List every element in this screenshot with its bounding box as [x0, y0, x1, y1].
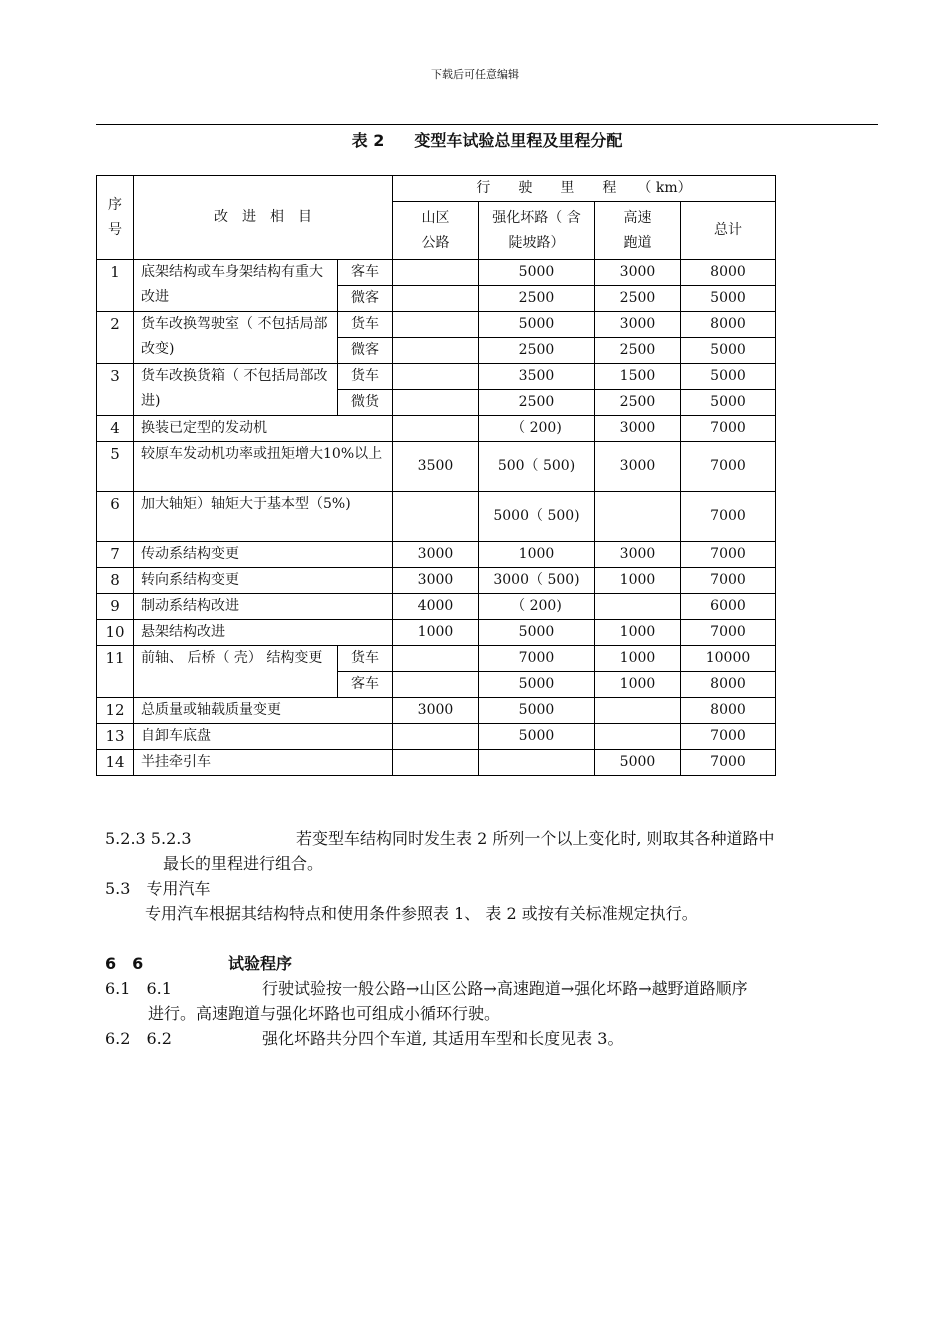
- mountain-cell: [393, 672, 479, 698]
- total-cell: 7000: [681, 620, 776, 646]
- table-title: 变型车试验总里程及里程分配: [414, 131, 623, 150]
- seq-header: 序号: [97, 176, 134, 260]
- vehicle-type-cell: 微客: [338, 338, 393, 364]
- total-cell: 7000: [681, 542, 776, 568]
- para-6-1-number: 6.1 6.1: [105, 979, 172, 998]
- highspeed-cell: 5000: [595, 750, 681, 776]
- para-6-1-line2: 进行。高速跑道与强化坏路也可组成小循环行驶。: [148, 1004, 501, 1023]
- highspeed-cell: 3000: [595, 260, 681, 286]
- vehicle-type-cell: 微货: [338, 390, 393, 416]
- mountain-cell: [393, 724, 479, 750]
- page-header: 下载后可任意编辑: [431, 68, 519, 81]
- highspeed-cell: 1000: [595, 620, 681, 646]
- enhanced-cell: 2500: [479, 286, 595, 312]
- highspeed-cell: 3000: [595, 416, 681, 442]
- total-cell: 10000: [681, 646, 776, 672]
- enhanced-cell: 5000: [479, 312, 595, 338]
- row-item: 半挂牵引车: [134, 750, 393, 776]
- table-row: [97, 416, 776, 442]
- enhanced-cell: （ 200): [479, 594, 595, 620]
- table-row: [97, 364, 776, 390]
- table-row: [97, 542, 776, 568]
- table-row: [97, 698, 776, 724]
- table-row: [97, 312, 776, 338]
- row-number: 8: [97, 568, 134, 594]
- vehicle-type-cell: 客车: [338, 260, 393, 286]
- total-cell: 7000: [681, 724, 776, 750]
- row-item: 换装已定型的发动机: [134, 416, 393, 442]
- enhanced-cell: 2500: [479, 338, 595, 364]
- highspeed-cell: [595, 698, 681, 724]
- highspeed-cell: 2500: [595, 338, 681, 364]
- table-row: [97, 568, 776, 594]
- row-number: 6: [97, 492, 134, 542]
- highspeed-track-header: 高速跑道: [595, 202, 681, 260]
- mountain-cell: 3000: [393, 698, 479, 724]
- mountain-cell: [393, 416, 479, 442]
- table-caption: [96, 128, 878, 151]
- section-6-title: 试验程序: [228, 954, 293, 973]
- row-number: 10: [97, 620, 134, 646]
- enhanced-cell: 3500: [479, 364, 595, 390]
- mountain-cell: 3000: [393, 542, 479, 568]
- para-5-2-3-line1: 若变型车结构同时发生表 2 所列一个以上变化时, 则取其各种道路中: [296, 829, 775, 848]
- mountain-cell: 3000: [393, 568, 479, 594]
- enhanced-cell: [479, 750, 595, 776]
- table-row: [97, 594, 776, 620]
- enhanced-cell: 1000: [479, 542, 595, 568]
- mileage-table: [96, 175, 776, 776]
- mountain-cell: [393, 260, 479, 286]
- total-cell: 7000: [681, 492, 776, 542]
- table-row: [97, 620, 776, 646]
- total-cell: 7000: [681, 416, 776, 442]
- mountain-road-header: 山区公路: [393, 202, 479, 260]
- vehicle-type-cell: 客车: [338, 672, 393, 698]
- highspeed-cell: 1000: [595, 568, 681, 594]
- row-item: 货车改换货箱（ 不包括局部改进): [134, 364, 338, 416]
- vehicle-type-cell: 货车: [338, 312, 393, 338]
- row-number: 9: [97, 594, 134, 620]
- row-item: 传动系结构变更: [134, 542, 393, 568]
- highspeed-cell: [595, 492, 681, 542]
- para-6-2-number: 6.2 6.2: [105, 1029, 172, 1048]
- header-rule: [96, 124, 878, 125]
- highspeed-cell: 1500: [595, 364, 681, 390]
- table-header-row: [97, 176, 776, 202]
- vehicle-type-cell: 货车: [338, 646, 393, 672]
- para-5-2-3-number: 5.2.3 5.2.3: [105, 829, 192, 848]
- row-number: 13: [97, 724, 134, 750]
- highspeed-cell: 3000: [595, 442, 681, 492]
- enhanced-cell: 7000: [479, 646, 595, 672]
- vehicle-type-cell: 货车: [338, 364, 393, 390]
- para-5-2-3-line2: 最长的里程进行组合。: [163, 854, 324, 873]
- total-cell: 7000: [681, 750, 776, 776]
- total-cell: 5000: [681, 390, 776, 416]
- total-cell: 8000: [681, 260, 776, 286]
- row-item: 转向系结构变更: [134, 568, 393, 594]
- mountain-cell: 4000: [393, 594, 479, 620]
- mileage-group-header: 行 驶 里 程 （ km）: [393, 176, 776, 202]
- mountain-cell: [393, 750, 479, 776]
- mountain-cell: [393, 364, 479, 390]
- mountain-cell: [393, 492, 479, 542]
- highspeed-cell: 2500: [595, 286, 681, 312]
- enhanced-cell: 3000（ 500): [479, 568, 595, 594]
- total-cell: 7000: [681, 568, 776, 594]
- row-item: 总质量或轴载质量变更: [134, 698, 393, 724]
- highspeed-cell: [595, 594, 681, 620]
- row-item: 较原车发动机功率或扭矩增大10%以上: [134, 442, 393, 492]
- total-cell: 5000: [681, 338, 776, 364]
- highspeed-cell: 3000: [595, 312, 681, 338]
- row-number: 14: [97, 750, 134, 776]
- row-number: 11: [97, 646, 134, 698]
- row-item: 底架结构或车身架结构有重大改进: [134, 260, 338, 312]
- table-row: [97, 492, 776, 542]
- para-6-1-line1: 行驶试验按一般公路→山区公路→高速跑道→强化坏路→越野道路顺序: [262, 979, 748, 998]
- enhanced-cell: 2500: [479, 390, 595, 416]
- table-row: [97, 646, 776, 672]
- total-cell: 5000: [681, 364, 776, 390]
- row-number: 5: [97, 442, 134, 492]
- enhanced-cell: 5000: [479, 620, 595, 646]
- item-header: 改 进 相 目: [134, 176, 393, 260]
- enhanced-cell: 5000: [479, 260, 595, 286]
- highspeed-cell: 1000: [595, 646, 681, 672]
- enhanced-cell: 5000（ 500): [479, 492, 595, 542]
- total-cell: 7000: [681, 442, 776, 492]
- total-cell: 8000: [681, 312, 776, 338]
- table-number: 表 2: [351, 131, 385, 150]
- row-number: 12: [97, 698, 134, 724]
- enhanced-cell: （ 200): [479, 416, 595, 442]
- mountain-cell: 1000: [393, 620, 479, 646]
- table-row: [97, 260, 776, 286]
- row-number: 4: [97, 416, 134, 442]
- row-number: 3: [97, 364, 134, 416]
- row-item: 悬架结构改进: [134, 620, 393, 646]
- mountain-cell: [393, 646, 479, 672]
- highspeed-cell: 1000: [595, 672, 681, 698]
- enhanced-cell: 5000: [479, 698, 595, 724]
- mountain-cell: [393, 286, 479, 312]
- mountain-cell: 3500: [393, 442, 479, 492]
- row-item: 前轴、 后桥（ 壳） 结构变更: [134, 646, 338, 698]
- total-cell: 6000: [681, 594, 776, 620]
- row-item: 货车改换驾驶室（ 不包括局部改变): [134, 312, 338, 364]
- section-6-number: 6 6: [105, 954, 144, 973]
- enhanced-cell: 5000: [479, 724, 595, 750]
- row-number: 2: [97, 312, 134, 364]
- section-5-3-heading: 5.3 专用汽车: [105, 879, 211, 898]
- para-6-2-text: 强化坏路共分四个车道, 其适用车型和长度见表 3。: [262, 1029, 624, 1048]
- row-item: 加大轴矩）轴矩大于基本型（5%): [134, 492, 393, 542]
- total-cell: 5000: [681, 286, 776, 312]
- table-row: [97, 724, 776, 750]
- enhanced-cell: 500（ 500): [479, 442, 595, 492]
- enhanced-cell: 5000: [479, 672, 595, 698]
- total-header: 总计: [681, 202, 776, 260]
- total-cell: 8000: [681, 698, 776, 724]
- vehicle-type-cell: 微客: [338, 286, 393, 312]
- table-row: [97, 442, 776, 492]
- table-row: [97, 750, 776, 776]
- highspeed-cell: 2500: [595, 390, 681, 416]
- row-number: 1: [97, 260, 134, 312]
- highspeed-cell: [595, 724, 681, 750]
- row-item: 制动系结构改进: [134, 594, 393, 620]
- enhanced-road-header: 强化坏路（ 含陡坡路）: [479, 202, 595, 260]
- total-cell: 8000: [681, 672, 776, 698]
- mountain-cell: [393, 338, 479, 364]
- mountain-cell: [393, 312, 479, 338]
- row-item: 自卸车底盘: [134, 724, 393, 750]
- mountain-cell: [393, 390, 479, 416]
- row-number: 7: [97, 542, 134, 568]
- section-5-3-text: 专用汽车根据其结构特点和使用条件参照表 1、 表 2 或按有关标准规定执行。: [145, 904, 698, 923]
- highspeed-cell: 3000: [595, 542, 681, 568]
